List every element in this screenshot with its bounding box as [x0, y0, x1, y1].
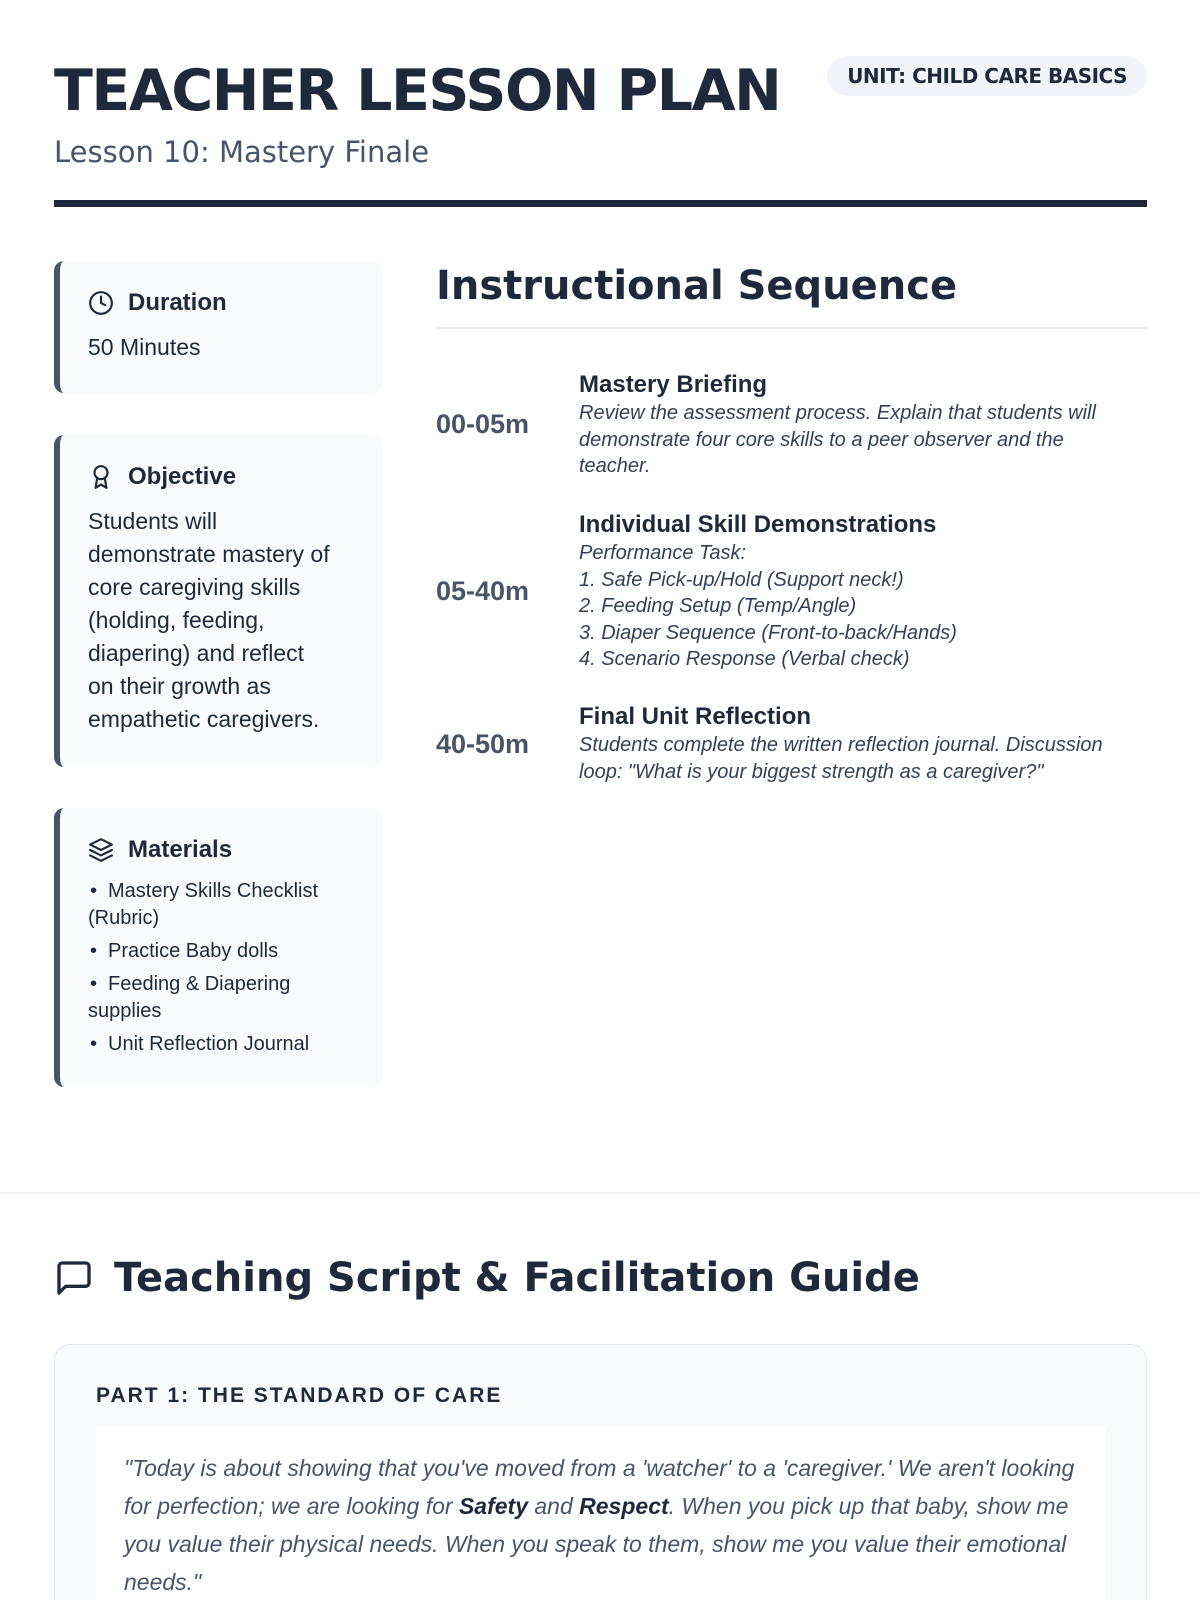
sequence-step-body: [579, 702, 1149, 785]
materials-item: • Practice Baby dolls: [90, 940, 279, 962]
sequence-time: 40-50m: [436, 729, 530, 759]
objective-line: core caregiving skills: [88, 574, 301, 600]
sequence-step-name: Final Unit Reflection: [579, 703, 812, 730]
materials-item: • Feeding & Diapering supplies: [88, 973, 291, 1022]
materials-label: Materials: [128, 836, 233, 863]
sequence-time: 00-05m: [436, 409, 530, 439]
materials-card: [54, 808, 382, 1087]
script-section-title: [54, 1250, 920, 1306]
sequence-step-description: Performance Task: 1. Safe Pick-up/Hold (Support neck!) 2. Feeding Setup (Temp/Angle) 3. Diaper Sequence (Front-to-back/Hands) 4. Scenario Response (Verbal check): [579, 542, 957, 671]
objective-line: empathetic caregivers.: [88, 706, 320, 732]
section-divider: [0, 1192, 1200, 1194]
sequence-step-body: [579, 510, 1149, 673]
sequence-step-description: Review the assessment process. Explain that students will demonstrate four core skills to a peer observer and the teacher.: [579, 402, 1096, 478]
sequence-step-description: Students complete the written reflection journal. Discussion loop: "What is your biggest strength as a caregiver?": [579, 734, 1103, 783]
duration-label: Duration: [128, 289, 227, 316]
clock-icon: [88, 290, 114, 316]
objective-line: demonstrate mastery of: [88, 541, 330, 567]
lesson-subtitle: Lesson 10: Mastery Finale: [54, 135, 430, 169]
objective-line: on their growth as: [88, 673, 271, 699]
objective-line: Students will: [88, 508, 218, 534]
sequence-step-name: Individual Skill Demonstrations: [579, 511, 937, 538]
objective-card-header: [88, 461, 354, 493]
award-icon: [88, 464, 114, 490]
unit-badge: UNIT: CHILD CARE BASICS: [827, 56, 1147, 96]
sequence-time: 05-40m: [436, 576, 530, 606]
page-title: TEACHER LESSON PLAN: [54, 58, 781, 124]
script-quote-box: [96, 1427, 1106, 1600]
duration-value: 50 Minutes: [88, 334, 201, 360]
materials-list: [88, 878, 354, 1058]
sequence-divider: [436, 327, 1147, 329]
objective-text: [88, 505, 354, 736]
sequence-step-name: Mastery Briefing: [579, 371, 768, 398]
layers-icon: [88, 837, 114, 863]
message-square-icon: [54, 1258, 94, 1298]
objective-card: [54, 435, 382, 767]
duration-card: [54, 261, 382, 393]
objective-label: Objective: [128, 463, 237, 490]
script-part-card: [54, 1344, 1147, 1600]
sequence-title: Instructional Sequence: [436, 263, 958, 309]
page-header: [54, 54, 1147, 208]
duration-card-header: [88, 287, 354, 319]
sequence-step-body: [579, 370, 1149, 480]
script-title-text: Teaching Script & Facilitation Guide: [114, 1255, 920, 1301]
objective-line: (holding, feeding,: [88, 607, 265, 633]
materials-card-header: [88, 834, 354, 866]
header-divider: [54, 200, 1147, 207]
materials-item: • Unit Reflection Journal: [90, 1033, 310, 1055]
part-title: PART 1: THE STANDARD OF CARE: [96, 1384, 503, 1407]
materials-item: • Mastery Skills Checklist (Rubric): [88, 880, 319, 929]
objective-line: diapering) and reflect: [88, 640, 305, 666]
script-quote: "Today is about showing that you've moved from a 'watcher' to a 'caregiver.' We aren't looking for perfection; we are looking for Safety and Respect. When you pick up that baby, show me you value their physical needs. When you speak to them, show me you value their emotional needs.": [124, 1455, 1075, 1595]
